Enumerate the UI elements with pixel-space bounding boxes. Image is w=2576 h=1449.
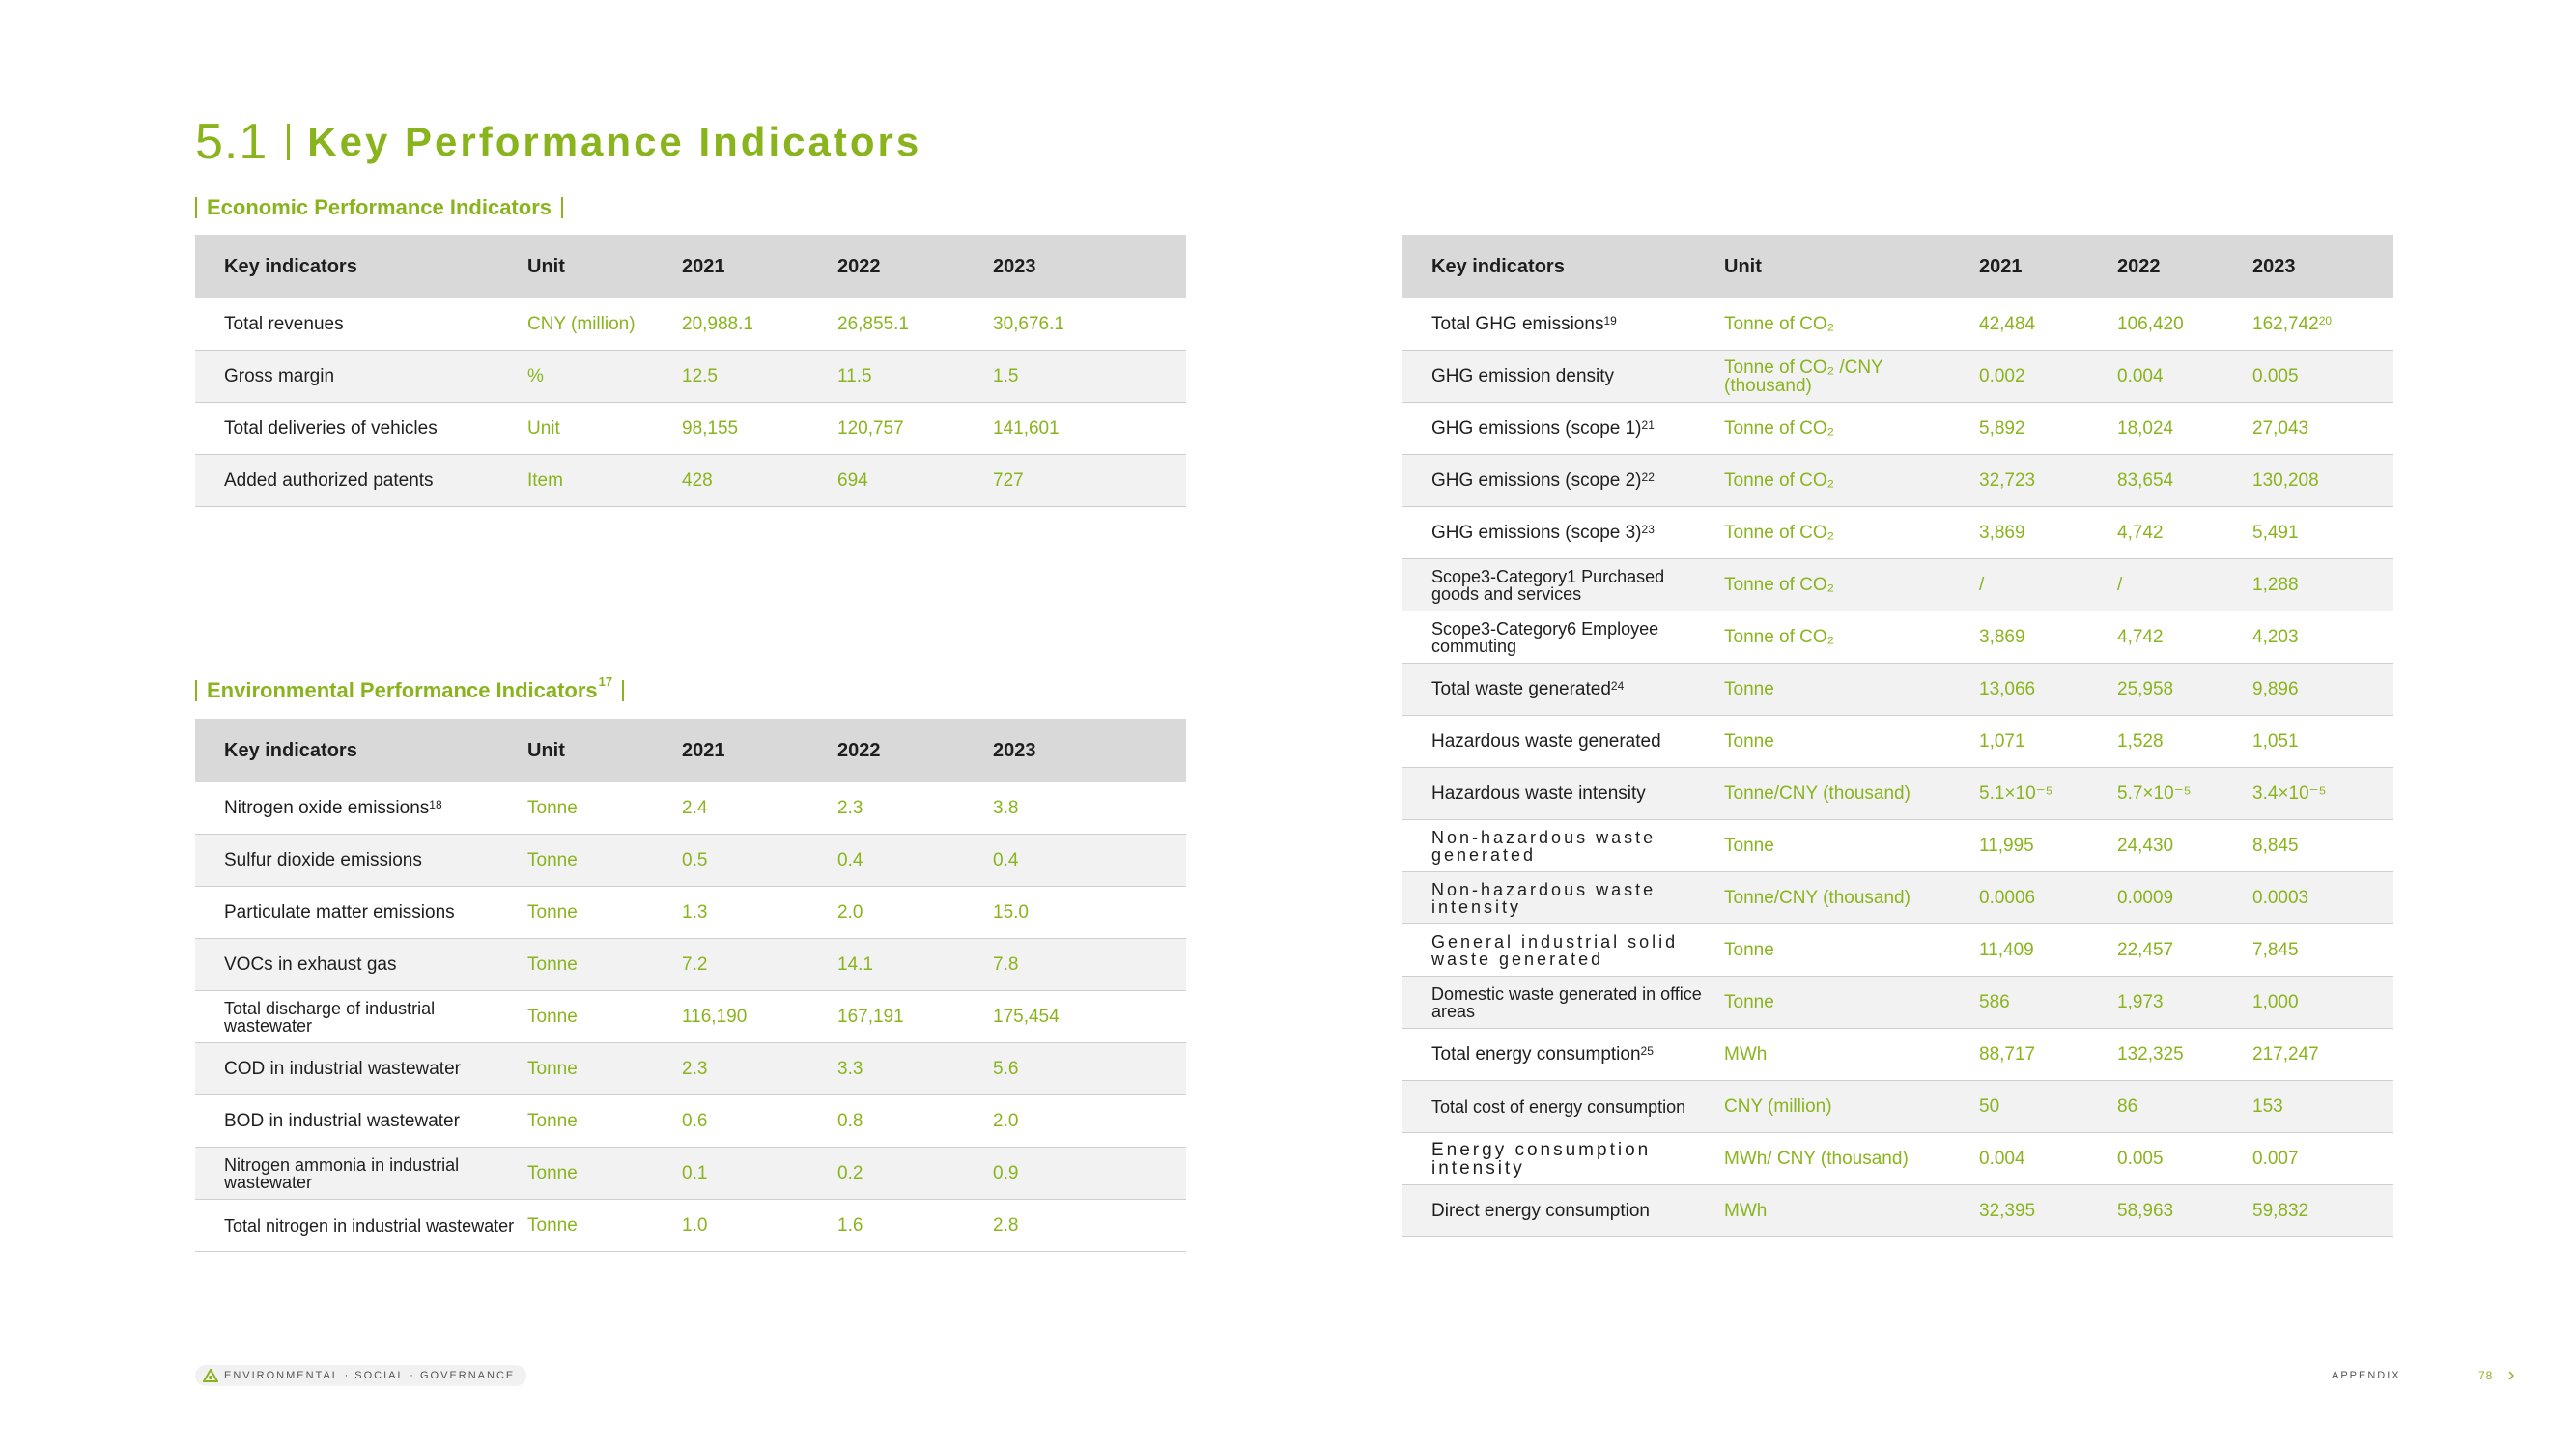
indicator-unit: Tonne: [527, 902, 578, 923]
table-row: [195, 991, 1186, 1043]
indicator-name: Nitrogen oxide emissions$^{18}$: [224, 798, 442, 818]
column-header: Key indicators: [224, 255, 357, 277]
value-2021: 1,071: [1979, 731, 2025, 752]
value-2022: 58,963: [2117, 1201, 2174, 1221]
indicator-unit: MWh: [1724, 1044, 1768, 1065]
indicator-name: Total energy consumption$^{25}$: [1431, 1044, 1654, 1065]
value-2023: 1,288: [2252, 575, 2299, 595]
value-2021: 3,869: [1979, 627, 2025, 647]
value-2023: 130,208: [2252, 470, 2319, 491]
footnote-ref: 17: [598, 674, 613, 689]
value-2022: 83,654: [2117, 470, 2174, 491]
value-2021: 98,155: [682, 418, 739, 439]
value-2022: 0.0009: [2117, 888, 2174, 908]
indicator-unit: Tonne: [527, 1007, 578, 1027]
table-row: [1402, 768, 2393, 820]
value-2021: 20,988.1: [682, 314, 753, 334]
indicator-name: Added authorized patents: [224, 470, 434, 491]
column-header: 2021: [682, 255, 725, 277]
value-2022: 24,430: [2117, 836, 2174, 856]
footnote-ref: 24: [1610, 679, 1625, 693]
value-2021: 0.6: [682, 1111, 708, 1131]
value-2023: 141,601: [993, 418, 1060, 439]
indicator-unit: %: [527, 366, 544, 386]
value-2023: 0.4: [993, 850, 1019, 870]
value-2023: 27,043: [2252, 418, 2309, 439]
value-2023: 727: [993, 470, 1024, 491]
table-header: [195, 235, 1186, 298]
footnote-ref: 20: [2318, 314, 2333, 327]
value-2022: 106,420: [2117, 314, 2184, 334]
table-row: [195, 1043, 1186, 1095]
footer-esg-tag: [195, 1365, 526, 1386]
value-2021: 0.002: [1979, 366, 2025, 386]
value-2023: 175,454: [993, 1007, 1060, 1027]
indicator-name: General industrial solid waste generated: [1431, 931, 1679, 969]
indicator-name: Total waste generated$^{24}$: [1431, 679, 1625, 699]
column-header: Key indicators: [1431, 255, 1565, 277]
indicator-name: VOCs in exhaust gas: [224, 954, 397, 975]
value-2021: 0.0006: [1979, 888, 2036, 908]
indicator-unit: Tonne: [527, 1215, 578, 1236]
column-header: 2022: [837, 739, 881, 761]
value-2023: 2.8: [993, 1215, 1019, 1236]
value-2021: 1.0: [682, 1215, 708, 1236]
indicator-unit: Tonne of CO₂: [1724, 470, 1835, 491]
indicator-name: Scope3-Category1 Purchased goods and services: [1431, 566, 1665, 604]
value-2023: 0.9: [993, 1163, 1019, 1183]
indicator-name: COD in industrial wastewater: [224, 1059, 461, 1079]
column-header: 2022: [2117, 255, 2161, 277]
value-2022: 3.3: [837, 1059, 863, 1079]
indicator-name: Total discharge of industrial wastewater: [224, 998, 436, 1036]
value-2021: 0.5: [682, 850, 708, 870]
value-2022: 0.2: [837, 1163, 863, 1183]
table-row: [1402, 664, 2393, 716]
value-2021: 5,892: [1979, 418, 2025, 439]
indicator-unit: Tonne of CO₂: [1724, 627, 1835, 647]
leaf-icon: [203, 1369, 218, 1382]
table-row: [195, 887, 1186, 939]
indicator-name: Total revenues: [224, 314, 344, 334]
table-row: [1402, 559, 2393, 611]
column-header: Unit: [1724, 255, 1762, 277]
environmental-section-label: [195, 674, 634, 703]
value-2021: 116,190: [682, 1007, 748, 1027]
value-2023: 15.0: [993, 902, 1029, 923]
indicator-name: Total nitrogen in industrial wastewater: [224, 1215, 515, 1236]
table-header: [195, 719, 1186, 782]
value-2022: 86: [2117, 1096, 2138, 1117]
indicator-name: Sulfur dioxide emissions: [224, 850, 422, 870]
section-title: Key Performance Indicators: [307, 119, 922, 164]
indicator-name: Hazardous waste intensity: [1431, 783, 1646, 804]
value-2021: 2.4: [682, 798, 708, 818]
value-2022: /: [2117, 575, 2123, 595]
indicator-unit: CNY (million): [527, 314, 636, 334]
value-2021: 11,409: [1979, 940, 2034, 960]
indicator-unit: Tonne of CO₂: [1724, 575, 1835, 595]
value-2023: 0.007: [2252, 1149, 2299, 1169]
indicator-unit: Tonne: [527, 1111, 578, 1131]
value-2022: 120,757: [837, 418, 904, 439]
indicator-unit: Tonne: [1724, 940, 1774, 960]
environmental-label-text: Environmental Performance Indicators$^{17}$: [207, 674, 613, 702]
value-2022: 0.8: [837, 1111, 863, 1131]
table-row: [195, 835, 1186, 887]
indicator-name: Direct energy consumption: [1431, 1201, 1650, 1221]
value-2022: 25,958: [2117, 679, 2174, 699]
value-2022: 4,742: [2117, 627, 2164, 647]
value-2023: 7,845: [2252, 940, 2299, 960]
value-2021: 2.3: [682, 1059, 708, 1079]
indicator-unit: Tonne of CO₂: [1724, 314, 1835, 334]
value-2023: 162,742$^{20}$: [2252, 314, 2333, 334]
indicator-unit: Tonne: [1724, 836, 1774, 856]
value-2023: 1,000: [2252, 992, 2299, 1012]
ghg-energy-table: [1402, 235, 2393, 1237]
table-row: [1402, 351, 2393, 403]
value-2023: 7.8: [993, 954, 1019, 975]
footer-appendix-text: APPENDIX: [2332, 1370, 2401, 1381]
value-2023: 59,832: [2252, 1201, 2309, 1221]
value-2021: 50: [1979, 1096, 2000, 1117]
indicator-unit: CNY (million): [1724, 1096, 1832, 1117]
column-header: 2021: [682, 739, 725, 761]
value-2023: 153: [2252, 1096, 2283, 1117]
table-row: [1402, 1133, 2393, 1185]
value-2023: 0.0003: [2252, 888, 2309, 908]
footer-appendix[interactable]: [2332, 1365, 2401, 1386]
value-2023: 0.005: [2252, 366, 2299, 386]
economic-section-label: [195, 195, 573, 220]
value-2023: 5.6: [993, 1059, 1019, 1079]
value-2022: 4,742: [2117, 523, 2164, 543]
indicator-unit: Tonne/CNY (thousand): [1724, 783, 1911, 804]
chevron-right-icon[interactable]: [2505, 1369, 2518, 1382]
table-row: [1402, 716, 2393, 768]
table-row: [195, 782, 1186, 835]
indicator-unit: Tonne: [527, 798, 578, 818]
footnote-ref: 23: [1641, 523, 1655, 536]
value-2023: 1,051: [2252, 731, 2299, 752]
value-2021: 3,869: [1979, 523, 2025, 543]
table-row: [1402, 1029, 2393, 1081]
value-2021: 32,723: [1979, 470, 2036, 491]
indicator-unit: Item: [527, 470, 563, 491]
value-2022: 1.6: [837, 1215, 863, 1236]
column-header: 2021: [1979, 255, 2023, 277]
indicator-unit: MWh/ CNY (thousand): [1724, 1149, 1909, 1169]
table-row: [1402, 298, 2393, 351]
value-2023: 4,203: [2252, 627, 2299, 647]
indicator-name: Domestic waste generated in office areas: [1431, 983, 1702, 1021]
indicator-unit: Unit: [527, 418, 560, 439]
table-header: [1402, 235, 2393, 298]
column-header: Key indicators: [224, 739, 357, 761]
table-row: [1402, 1185, 2393, 1237]
value-2021: 428: [682, 470, 713, 491]
indicator-unit: Tonne: [527, 954, 578, 975]
value-2021: 88,717: [1979, 1044, 2036, 1065]
indicator-unit: Tonne: [1724, 731, 1774, 752]
environmental-table: [195, 719, 1186, 1252]
indicator-unit: Tonne: [527, 1163, 578, 1183]
value-2021: 0.004: [1979, 1149, 2025, 1169]
value-2021: 7.2: [682, 954, 708, 975]
value-2021: 13,066: [1979, 679, 2036, 699]
table-row: [1402, 403, 2393, 455]
value-2022: 18,024: [2117, 418, 2174, 439]
value-2021: 586: [1979, 992, 2010, 1012]
value-2022: 0.005: [2117, 1149, 2164, 1169]
column-header: 2023: [993, 739, 1036, 761]
table-row: [1402, 820, 2393, 872]
page-title: [195, 108, 921, 176]
indicator-name: GHG emissions (scope 3)$^{23}$: [1431, 523, 1655, 543]
table-row: [195, 1148, 1186, 1200]
column-header: Unit: [527, 255, 565, 277]
indicator-name: BOD in industrial wastewater: [224, 1111, 460, 1131]
value-2021: /: [1979, 575, 1985, 595]
footnote-ref: 19: [1603, 314, 1617, 327]
page-number: 78: [2478, 1369, 2494, 1382]
indicator-unit: Tonne of CO₂: [1724, 418, 1835, 439]
indicator-name: Particulate matter emissions: [224, 902, 455, 923]
label-pipe: [195, 197, 197, 218]
indicator-name: Hazardous waste generated: [1431, 731, 1661, 752]
indicator-name: Nitrogen ammonia in industrial wastewater: [224, 1154, 460, 1192]
indicator-name: Non-hazardous waste intensity: [1431, 879, 1656, 917]
value-2021: 1.3: [682, 902, 708, 923]
value-2022: 11.5: [837, 366, 872, 386]
table-row: [195, 403, 1186, 455]
table-row: [195, 455, 1186, 507]
footnote-ref: 18: [429, 798, 442, 811]
indicator-unit: Tonne: [527, 1059, 578, 1079]
value-2021: 0.1: [682, 1163, 708, 1183]
indicator-unit: Tonne of CO₂ /CNY (thousand): [1724, 356, 1883, 396]
table-row: [195, 1200, 1186, 1252]
value-2023: 30,676.1: [993, 314, 1064, 334]
title-divider: [287, 124, 290, 160]
indicator-unit: MWh: [1724, 1201, 1768, 1221]
value-2023: 3.4×10⁻⁵: [2252, 783, 2327, 804]
table-row: [195, 351, 1186, 403]
table-row: [1402, 455, 2393, 507]
indicator-name: Total cost of energy consumption: [1431, 1096, 1686, 1117]
indicator-name: Total GHG emissions$^{19}$: [1431, 314, 1617, 334]
label-pipe: [195, 680, 197, 701]
footer-page-nav[interactable]: [2478, 1365, 2518, 1386]
label-pipe: [561, 197, 563, 218]
value-2023: 9,896: [2252, 679, 2299, 699]
column-header: 2022: [837, 255, 881, 277]
indicator-unit: Tonne/CNY (thousand): [1724, 888, 1911, 908]
table-row: [1402, 872, 2393, 924]
value-2021: 42,484: [1979, 314, 2036, 334]
section-number: 5.1: [195, 114, 269, 170]
footer-left-text: ENVIRONMENTAL · SOCIAL · GOVERNANCE: [224, 1370, 516, 1381]
value-2021: 5.1×10⁻⁵: [1979, 783, 2053, 804]
indicator-name: GHG emissions (scope 2)$^{22}$: [1431, 470, 1655, 491]
economic-table: [195, 235, 1186, 507]
indicator-name: Scope3-Category6 Employee commuting: [1431, 618, 1659, 656]
column-header: Unit: [527, 739, 565, 761]
table-row: [195, 298, 1186, 351]
value-2022: 22,457: [2117, 940, 2174, 960]
column-header: 2023: [993, 255, 1036, 277]
table-row: [1402, 924, 2393, 977]
economic-label-text: Economic Performance Indicators: [207, 195, 552, 219]
value-2021: 32,395: [1979, 1201, 2036, 1221]
value-2022: 2.3: [837, 798, 863, 818]
table-row: [1402, 611, 2393, 664]
table-row: [1402, 977, 2393, 1029]
indicator-unit: Tonne of CO₂: [1724, 523, 1835, 543]
table-row: [195, 1095, 1186, 1148]
value-2021: 12.5: [682, 366, 718, 386]
value-2022: 2.0: [837, 902, 863, 923]
footnote-ref: 21: [1641, 418, 1655, 432]
value-2022: 132,325: [2117, 1044, 2184, 1065]
table-row: [195, 939, 1186, 991]
value-2022: 694: [837, 470, 868, 491]
indicator-name: GHG emissions (scope 1)$^{21}$: [1431, 418, 1655, 439]
value-2022: 26,855.1: [837, 314, 909, 334]
value-2023: 8,845: [2252, 836, 2299, 856]
value-2023: 1.5: [993, 366, 1019, 386]
value-2023: 5,491: [2252, 523, 2299, 543]
value-2022: 14.1: [837, 954, 873, 975]
indicator-name: Energy consumption intensity: [1431, 1139, 1652, 1179]
indicator-name: Gross margin: [224, 366, 335, 386]
value-2022: 0.004: [2117, 366, 2164, 386]
value-2023: 2.0: [993, 1111, 1019, 1131]
table-row: [1402, 1081, 2393, 1133]
label-pipe: [622, 680, 624, 701]
value-2021: 11,995: [1979, 836, 2034, 856]
value-2023: 3.8: [993, 798, 1019, 818]
indicator-unit: Tonne: [527, 850, 578, 870]
indicator-name: GHG emission density: [1431, 366, 1615, 386]
value-2023: 217,247: [2252, 1044, 2319, 1065]
indicator-unit: Tonne: [1724, 679, 1774, 699]
indicator-name: Non-hazardous waste generated: [1431, 827, 1656, 865]
column-header: 2023: [2252, 255, 2296, 277]
value-2022: 1,528: [2117, 731, 2164, 752]
footnote-ref: 25: [1640, 1044, 1654, 1058]
footnote-ref: 22: [1641, 470, 1655, 484]
table-row: [1402, 507, 2393, 559]
indicator-unit: Tonne: [1724, 992, 1774, 1012]
value-2022: 167,191: [837, 1007, 904, 1027]
value-2022: 5.7×10⁻⁵: [2117, 783, 2192, 804]
value-2022: 1,973: [2117, 992, 2164, 1012]
value-2022: 0.4: [837, 850, 863, 870]
indicator-name: Total deliveries of vehicles: [224, 418, 438, 439]
